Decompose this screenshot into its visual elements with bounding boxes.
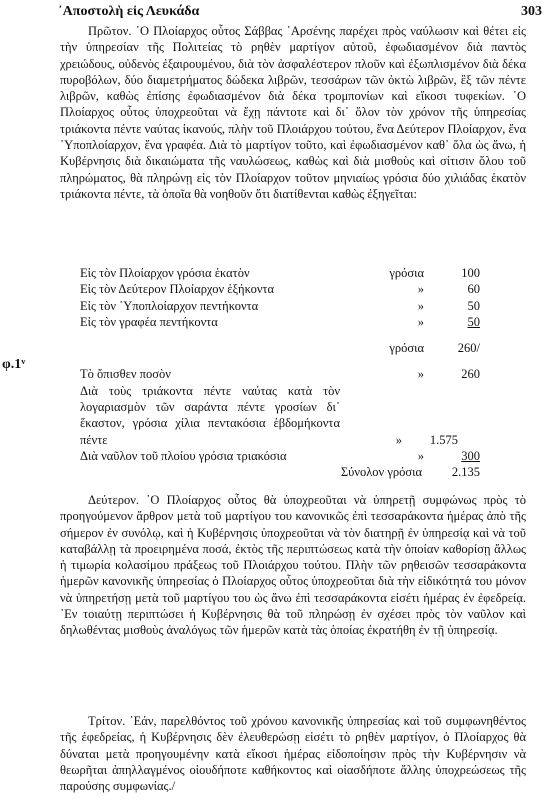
- paragraph-text: Τρίτον. ᾽Εάν, παρελθόντος τοῦ χρόνου κανονικῆς ὑπηρεσίας καὶ τοῦ συμφωνηθέντος τῆς ἐφεδρείας, ἡ Κυβέρνησις δὲν ἐλευθερώσῃ εἰσέτι τὸ ρηθὲν μαρτίγον, ὁ Πλοίαρχος θὰ δύναται μετὰ προηγουμένην κατὰ εἴκοσι ἡμέρας εἰδοποίησιν πρὸς τὴν Κυβέρνησιν νὰ θεωρῆται ἀπηλλαγμένος οἱουδήποτε καθήκοντος καὶ οἱασδήποτε ἄλλης ὑποχρεώσεως τῆς παρούσης συμφωνίας./: [60, 714, 526, 794]
- paragraph-text: Δεύτερον. ῾Ο Πλοίαρχος οὗτος θὰ ὑποχρεοῦται νὰ ὑπηρετῇ συμφώνως πρὸς τὸ προηγούμενον ἄρθρον μετὰ τοῦ μαρτίγου του κανονικῶς ἐπὶ τεσσαράκοντα ἡμέρας ἀπὸ τῆς σήμερον ἐν συνόλῳ, καὶ ἡ Κυβέρνησις ὑποχρεοῦται νὰ τὸν διατηρῇ ἐν ὑπηρεσίᾳ καὶ νὰ τοῦ καταβάλλῃ τὰ προειρημένα ποσά, ἐκτὸς τῆς περιπτώσεως κατὰ τὴν ὁποίαν καθορίσῃ ἄλλως ἡ τιμωρία κολασίμου πράξεως τοῦ Πλοιάρχου τούτου. Πλὴν τῶν ρηθεισῶν τεσσαράκοντα ἡμερῶν κανονικῆς ὑπηρεσίας ὁ Πλοίαρχος οὗτος ὑποχρεοῦται διὰ τὴν εἰδικότητά του μόνον νὰ ὑπηρετήσῃ μετὰ τοῦ μαρτίγου του ὡς ἄνω ἐπὶ τεσσαράκοντα εἰσέτι ἡμέρας ἐν ἐφεδρείᾳ. ᾽Εν τοιαύτῃ περιπτώσει ἡ Κυβέρνησις θὰ τοῦ πληρώσῃ ἐν σχέσει πρὸς τὸν ναῦλον καὶ δηλωθέντας μισθοὺς ἀναλόγως τῶν ἡμερῶν κατὰ τὰς ὁποίας ἐκρατήθη ἐν τῇ ὑπηρεσίᾳ.: [60, 493, 526, 638]
- paragraph-third: [60, 713, 526, 794]
- ledger-sailors-row: [80, 383, 480, 448]
- ledger-row: [80, 314, 480, 330]
- ledger-carried-row: [80, 366, 480, 382]
- running-header: [58, 4, 542, 22]
- ledger-freight-row: [80, 448, 480, 464]
- ledger-amount: 260: [461, 367, 480, 382]
- ledger-total-amount: 2.135: [451, 465, 480, 480]
- ledger-currency: »: [417, 448, 424, 463]
- ledger-currency: »: [395, 432, 402, 447]
- ledger-desc: Εἰς τὸν γραφέα πεντήκοντα: [80, 314, 218, 329]
- ledger-amount: 100: [461, 266, 480, 280]
- paragraph-second: [60, 492, 526, 639]
- ledger-amount: 50: [467, 298, 480, 313]
- ledger-desc: Εἰς τὸν ῾Υποπλοίαρχον πεντήκοντα: [80, 298, 259, 313]
- folio-margin-note: φ.1ᵛ: [2, 357, 26, 372]
- ledger-subtotal-amount: 260/: [457, 341, 480, 356]
- ledger-row: [80, 281, 480, 297]
- page-number: 303: [521, 4, 542, 19]
- ledger-amount: 1.575: [429, 432, 458, 447]
- ledger-currency: γρόσια: [389, 341, 424, 356]
- ledger-amount: 50: [467, 314, 480, 329]
- ledger-currency: »: [417, 298, 424, 313]
- ledger-row: [80, 298, 480, 314]
- payment-ledger: [80, 265, 480, 481]
- ledger-amount: 60: [467, 282, 480, 297]
- ledger-currency: »: [417, 367, 424, 382]
- ledger-subtotal-row: [80, 340, 480, 356]
- ledger-desc: Διὰ ναῦλον τοῦ πλοίου γρόσια τριακόσια: [80, 448, 287, 463]
- ledger-amount: 300: [461, 448, 480, 463]
- ledger-currency: γρόσια: [389, 266, 424, 280]
- chapter-title: ᾽Αποστολὴ εἰς Λευκάδα: [58, 4, 200, 19]
- paragraph-first: [60, 23, 526, 202]
- ledger-desc: Τὸ ὄπισθεν ποσὸν: [80, 367, 171, 382]
- ledger-currency: »: [417, 282, 424, 297]
- ledger-total-label: Σύνολον γρόσια: [340, 465, 422, 480]
- ledger-desc: Εἰς τὸν Δεύτερον Πλοίαρχον ἑξήκοντα: [80, 282, 275, 297]
- ledger-desc: Διὰ τοὺς τριάκοντα πέντε ναύτας κατὰ τὸν λογαριασμὸν τῶν σαράντα πέντε γροσίων δι᾽ ἕκαστον, γρόσια χίλια πεντακόσια ἑβδομήκοντα πέντε: [80, 383, 340, 447]
- paragraph-text: Πρῶτον. ῾Ο Πλοίαρχος οὗτος Σάββας ᾽Αρσένης παρέχει πρὸς ναύλωσιν καὶ θέτει εἰς τὴν ὑπηρεσίαν τῆς Πολιτείας τὸ ρηθὲν μαρτίγον αὐτοῦ, ἐφωδιασμένον διὰ παντὸς χρειώδους, οὐδενὸς ἐξαιρουμένου, διὰ τὸν ἀσφαλέστερον πλοῦν καὶ ἐξωπλισμένον διὰ δέκα πυροβόλων, δύο διαμετρήματος δώδεκα λιβρῶν, τεσσάρων τῶν ὀκτὼ λιβρῶν, ἓξ τῶν πέντε λιβρῶν, καθὼς ἐπίσης ἐφωδιασμένον διὰ δέκα τρομπονίων καὶ εἴκοσι τυφεκίων. ῾Ο Πλοίαρχος οὗτος ὑποχρεοῦται νὰ ἔχῃ πάντοτε καὶ δι᾽ ὅλον τὸν χρόνον τῆς ὑπηρεσίας τριάκοντα πέντε ναύτας ἱκανούς, πλὴν τοῦ Πλοιάρχου τούτου, ἕνα Δεύτερον Πλοίαρχον, ἕνα ῾Υποπλοίαρχον, ἕνα γραφέα. Διὰ τὸ μαρτίγον τοῦτο, καὶ ἐφωδιασμένον καθ᾽ ὅλα ὡς ἄνω, ἡ Κυβέρνησις διὰ δικαιώματα τῆς ναυλώσεως, καθὼς καὶ διὰ μισθοὺς καὶ σίτισιν ὅλου τοῦ πληρώματος, θὰ πληρώνῃ εἰς τὸν Πλοίαρχον τοῦτον μηνιαίως γρόσια δύο χιλιάδας ἑκατὸν τριάκοντα πέντε, τὰ ὁποῖα θὰ νοηθοῦν ὅτι διατίθενται καθὼς ἐξηγεῖται:: [60, 24, 526, 201]
- ledger-currency: »: [417, 314, 424, 329]
- ledger-desc: Εἰς τὸν Πλοίαρχον γρόσια ἑκατὸν: [80, 266, 250, 280]
- ledger-row: [80, 265, 480, 281]
- ledger-total-row: [80, 464, 480, 480]
